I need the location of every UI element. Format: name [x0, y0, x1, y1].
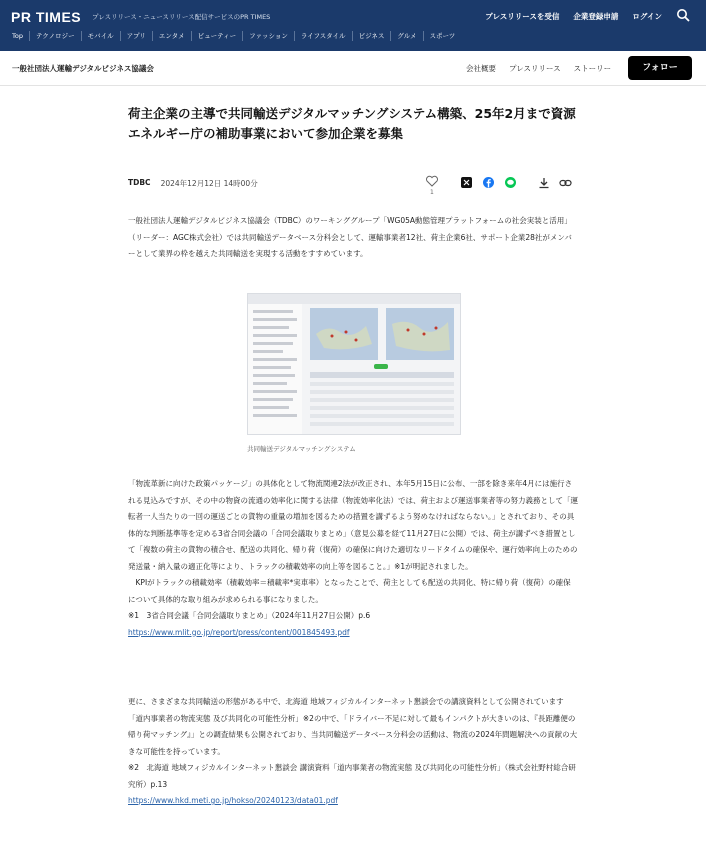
article-date: 2024年12月12日 14時00分 — [160, 179, 258, 188]
meti-pdf-link[interactable]: https://www.hkd.meti.go.jp/hokso/20240123/data01.pdf — [128, 796, 338, 805]
facebook-share-icon[interactable] — [483, 177, 494, 188]
receive-press-link[interactable]: プレスリリースを受信 — [485, 12, 560, 21]
mlit-pdf-link[interactable]: https://www.mlit.go.jp/report/press/content/001845493.pdf — [128, 627, 350, 637]
article-paragraph-3: 更に、さまざまな共同輸送の形態がある中で、北海道 地域フィジカルインターネット懇談会での講演資料として公開されています「道内事業者の物流実態 及び共同化の可能性分析」※2の中で、「ドライバー不足に対して最もインパクトが大きいのは、『長距離便の帰り荷マッチング』」との調査結果も公開されており、当共同輸送データベース分科会の活動は、物流の2024年問題解決への貢献の大きな可能性を持っています。 — [128, 697, 578, 756]
category-lifestyle[interactable]: ライフスタイル — [294, 31, 352, 41]
article-body-2 — [128, 476, 578, 641]
category-technology[interactable]: テクノロジー — [29, 31, 81, 41]
system-screenshot-graphic — [248, 294, 461, 435]
category-top[interactable]: Top — [12, 32, 23, 40]
article-meta — [128, 178, 258, 189]
prtimes-logo[interactable]: PR TIMES — [11, 9, 82, 25]
category-beauty[interactable]: ビューティー — [191, 31, 242, 41]
category-business[interactable]: ビジネス — [352, 31, 391, 41]
article-title: 荷主企業の主導で共同輸送デジタルマッチングシステム構築、25年2月まで資源エネルギー庁の補助事業において参加企業を募集 — [128, 106, 576, 141]
category-nav — [6, 31, 461, 41]
search-icon[interactable] — [676, 8, 690, 22]
footnote-1: ※1 3省合同会議「合同会議取りまとめ」（2024年11月27日公開）p.6 — [128, 611, 371, 620]
category-gourmet[interactable]: グルメ — [390, 31, 422, 41]
company-story-link[interactable]: ストーリー — [573, 64, 612, 73]
figure-caption: 共同輸送デジタルマッチングシステム — [247, 445, 356, 453]
category-app[interactable]: アプリ — [120, 31, 152, 41]
company-name[interactable]: 一般社団法人運輸デジタルビジネス協議会 — [12, 64, 154, 73]
like-heart-icon[interactable] — [425, 174, 439, 188]
download-icon[interactable] — [538, 177, 550, 189]
copy-link-icon[interactable] — [559, 177, 572, 189]
category-sports[interactable]: スポーツ — [423, 31, 462, 41]
company-bar — [0, 51, 706, 86]
article-paragraph-2b: KPIがトラックの積載効率（積載効率＝積載率*実車率）となったことで、荷主としても配送の共同化、特に帰り荷（復荷）の確保について具体的な取り組みが求められる事になりました。 — [128, 578, 571, 604]
x-share-icon[interactable] — [461, 177, 472, 188]
company-register-link[interactable]: 企業登録申請 — [573, 12, 619, 21]
like-count: 1 — [430, 189, 434, 196]
company-profile-link[interactable]: 会社概要 — [466, 64, 496, 73]
category-fashion[interactable]: ファッション — [242, 31, 294, 41]
top-header — [0, 0, 706, 51]
follow-button[interactable]: フォロー — [628, 56, 692, 80]
article-author[interactable]: TDBC — [128, 178, 151, 187]
category-entertainment[interactable]: エンタメ — [152, 31, 191, 41]
login-link[interactable]: ログイン — [632, 12, 662, 21]
site-tagline: プレスリリース・ニュースリリース配信サービスのPR TIMES — [92, 13, 271, 21]
article-paragraph-1: 一般社団法人運輸デジタルビジネス協議会（TDBC）のワーキンググループ「WG05A動態管理プラットフォームの社会実装と活用」（リーダー：AGC株式会社）では共同輸送データベース分科会として、運輸事業者12社、荷主企業6社、サポート企業28社がメンバーとして業界の枠を越えた共同輸送を実現する活動をすすめています。 — [128, 216, 572, 258]
category-mobile[interactable]: モバイル — [81, 31, 120, 41]
company-links — [466, 63, 611, 74]
footnote-2: ※2 北海道 地域フィジカルインターネット懇談会 講演資料「道内事業者の物流実態 及び共同化の可能性分析」（株式会社野村総合研究所）p.13 — [128, 763, 576, 789]
company-press-link[interactable]: プレスリリース — [509, 64, 561, 73]
article-paragraph-2: 「物流革新に向けた政策パッケージ」の具体化として物流関連2法が改正され、本年5月15日に公布、一部を除き来年4月には施行される見込みですが、その中の物資の流通の効率化に関する法律（物流効率化法）では、荷主および運送事業者等の努力義務として「運転者一人当たりの一回の運送ごとの貨物の重量の増加を図るための措置を講ずるよう努めなければならない。」とされており、その具体的な判断基準等を定める3省合同会議の「合同会議取りまとめ」（意見公募を経て11月27日に公開）では、荷主が講ずべき措置として「複数の荷主の貨物の積合せ、配送の共同化、帰り荷（復荷）の確保に向けた適切なリードタイムの確保や、運行効率向上のための発送量・納入量の適正化等により、トラックの積載効率の向上等を図ること。」※1が明記されました。 — [128, 479, 578, 571]
matching-system-image[interactable] — [247, 293, 461, 435]
header-links — [485, 11, 662, 22]
article-body-3 — [128, 694, 578, 810]
line-share-icon[interactable] — [505, 177, 516, 188]
